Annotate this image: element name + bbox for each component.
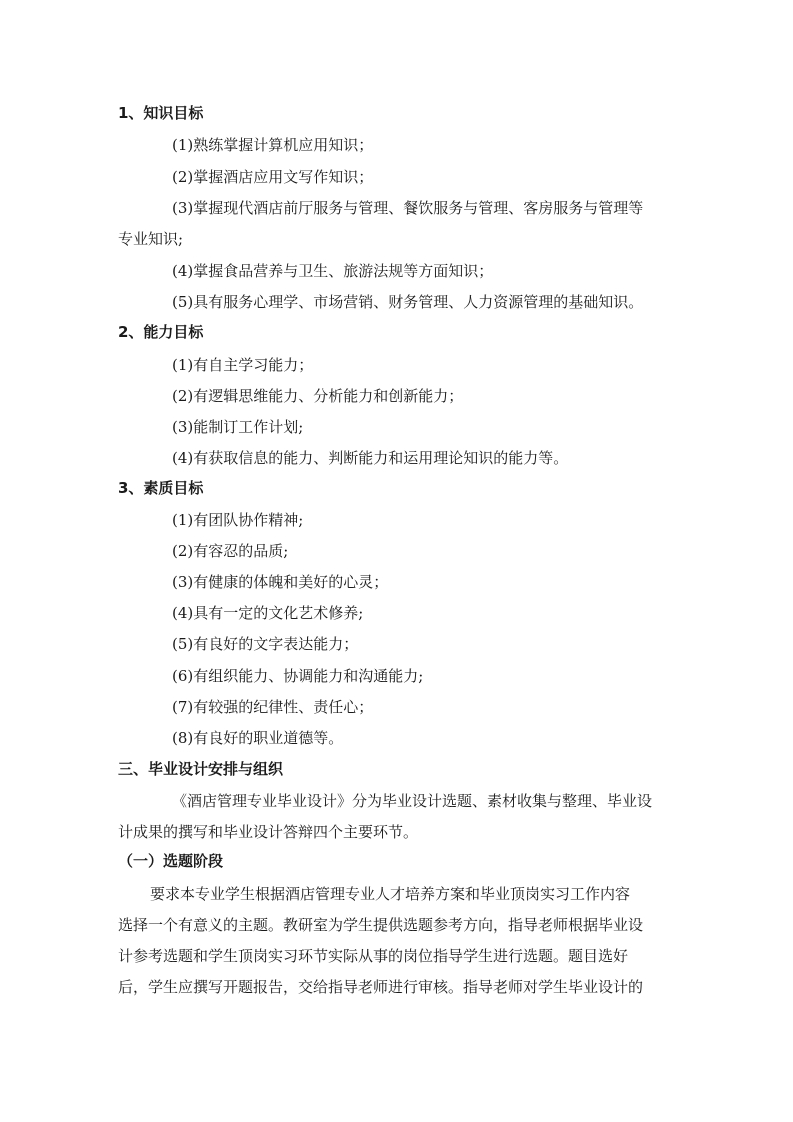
quality-item-8: (8)有良好的职业道德等。 (172, 729, 344, 747)
quality-item-3: (3)有健康的体魄和美好的心灵； (172, 573, 389, 591)
arrangement-paragraph-line-2: 计成果的撰写和毕业设计答辩四个主要环节。 (118, 823, 419, 841)
section-heading-ability: 2、能力目标 (118, 323, 204, 341)
knowledge-item-3: (3)掌握现代酒店前厅服务与管理、餐饮服务与管理、客房服务与管理等 (172, 199, 644, 217)
quality-item-4: (4)具有一定的文化艺术修养; (172, 604, 364, 622)
quality-item-2: (2)有容忍的品质; (172, 542, 289, 560)
quality-item-1: (1)有团队协作精神; (172, 511, 304, 529)
section-heading-knowledge: 1、知识目标 (118, 104, 204, 122)
knowledge-item-5: (5)具有服务心理学、市场营销、财务管理、人力资源管理的基础知识。 (172, 293, 644, 311)
ability-item-1: (1)有自主学习能力； (172, 356, 314, 374)
quality-item-6: (6)有组织能力、协调能力和沟通能力; (172, 667, 424, 685)
section-heading-quality: 3、素质目标 (118, 479, 204, 497)
topic-stage-paragraph-line-4: 后，学生应撰写开题报告，交给指导老师进行审核。指导老师对学生毕业设计的 (118, 978, 644, 996)
ability-item-4: (4)有获取信息的能力、判断能力和运用理论知识的能力等。 (172, 449, 569, 467)
topic-stage-paragraph-line-2: 选择一个有意义的主题。教研室为学生提供选题参考方向，指导老师根据毕业设 (118, 916, 644, 934)
arrangement-paragraph-line-1: 《酒店管理专业毕业设计》分为毕业设计选题、素材收集与整理、毕业设 (172, 792, 653, 810)
quality-item-5: (5)有良好的文字表达能力； (172, 635, 359, 653)
topic-stage-paragraph-line-3: 计参考选题和学生顶岗实习环节实际从事的岗位指导学生进行选题。题目选好 (118, 947, 629, 965)
knowledge-item-2: (2)掌握酒店应用文写作知识； (172, 168, 374, 186)
topic-stage-paragraph-line-1: 要求本专业学生根据酒店管理专业人才培养方案和毕业顶岗实习工作内容 (150, 885, 631, 903)
subsection-heading-topic-stage: （一）选题阶段 (118, 852, 224, 870)
quality-item-7: (7)有较强的纪律性、责任心； (172, 698, 374, 716)
knowledge-item-4: (4)掌握食品营养与卫生、旅游法规等方面知识； (172, 262, 494, 280)
knowledge-item-1: (1)熟练掌握计算机应用知识； (172, 136, 374, 154)
ability-item-2: (2)有逻辑思维能力、分析能力和创新能力； (172, 387, 464, 405)
knowledge-item-3-continued: 专业知识; (118, 230, 184, 248)
section-heading-arrangement: 三、毕业设计安排与组织 (118, 760, 284, 778)
ability-item-3: (3)能制订工作计划; (172, 418, 304, 436)
